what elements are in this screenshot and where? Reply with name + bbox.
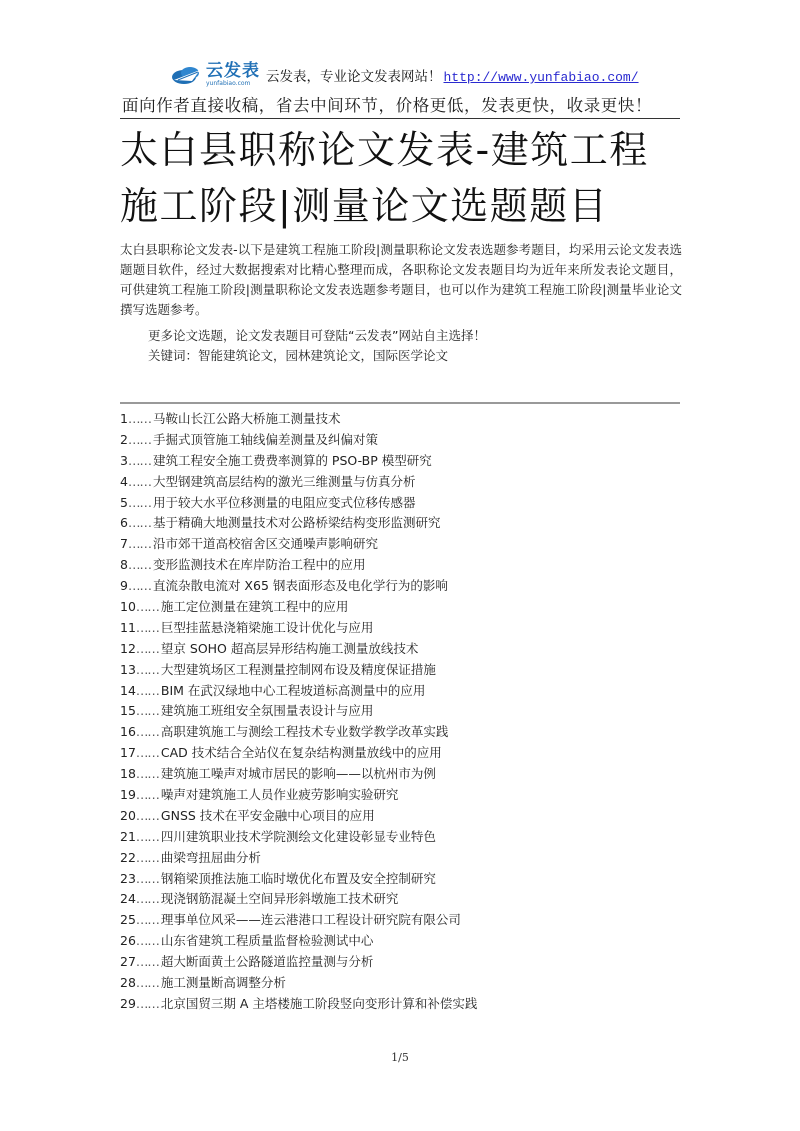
list-item-title: 变形监测技术在库岸防治工程中的应用: [152, 557, 366, 573]
list-item-number: 4: [120, 473, 128, 489]
list-item-leader: ……: [135, 682, 159, 698]
list-item-title: 基于精确大地测量技术对公路桥梁结构变形监测研究: [152, 515, 441, 531]
list-item-leader: ……: [135, 766, 159, 782]
list-item: [120, 639, 680, 660]
list-item-number: 23: [120, 870, 136, 886]
list-item: [120, 513, 680, 534]
list-item-leader: ……: [135, 849, 159, 865]
list-item: [120, 764, 680, 785]
list-item-title: 现浇钢筋混凝土空间异形斜墩施工技术研究: [160, 891, 399, 907]
list-item-leader: ……: [127, 578, 151, 594]
list-item-title: GNSS 技术在平安金融中心项目的应用: [160, 807, 375, 823]
list-item-title: 理事单位风采——连云港港口工程设计研究院有限公司: [160, 912, 461, 928]
list-item-leader: ……: [135, 745, 159, 761]
content-divider: [120, 402, 680, 404]
list-item-leader: ……: [135, 661, 159, 677]
list-item-title: 望京 SOHO 超高层异形结构施工测量放线技术: [160, 640, 419, 656]
list-item: [120, 994, 680, 1015]
list-item-title: 大型钢建筑高层结构的激光三维测量与仿真分析: [152, 473, 416, 489]
list-item: [120, 451, 680, 472]
list-item-number: 27: [120, 954, 136, 970]
list-item: [120, 534, 680, 555]
list-item: [120, 743, 680, 764]
list-item: [120, 472, 680, 493]
list-item-leader: ……: [135, 891, 159, 907]
list-item: [120, 889, 680, 910]
list-item: [120, 785, 680, 806]
list-item-title: 山东省建筑工程质量监督检验测试中心: [160, 933, 374, 949]
list-item-leader: ……: [135, 807, 159, 823]
intro-paragraph: 太白县职称论文发表-以下是建筑工程施工阶段|测量职称论文发表选题参考题目，均采用云论文发表选题题目软件，经过大数据搜索对比精心整理而成，各职称论文发表题目均为近年来所发表论文题目，可供建筑工程施工阶段|测量职称论文发表选题参考题目，也可以作为建筑工程施工阶段|测量毕业论文撰写选题参考。: [120, 242, 682, 317]
list-item-number: 11: [120, 619, 136, 635]
list-item-number: 24: [120, 891, 136, 907]
slogan: 面向作者直接收稿，省去中间环节，价格更低，发表更快，收录更快！: [122, 96, 653, 115]
list-item-number: 19: [120, 787, 136, 803]
list-item: [120, 409, 680, 430]
list-item-number: 17: [120, 745, 136, 761]
more-topics-note: 更多论文选题，论文发表题目可登陆“云发表”网站自主选择！: [148, 328, 486, 343]
page-title: 太白县职称论文发表-建筑工程施工阶段|测量论文选题题目: [120, 128, 649, 228]
keywords: 关键词：智能建筑论文，园林建筑论文，国际医学论文: [148, 348, 449, 363]
list-item-number: 29: [120, 995, 136, 1011]
list-item-number: 22: [120, 849, 136, 865]
list-item-leader: ……: [135, 640, 159, 656]
list-item-leader: ……: [135, 933, 159, 949]
list-item-title: 钢箱梁顶推法施工临时墩优化布置及安全控制研究: [160, 870, 436, 886]
list-item-title: 建筑施工班组安全氛围量表设计与应用: [160, 703, 374, 719]
list-item-number: 10: [120, 599, 136, 615]
list-item-number: 7: [120, 536, 128, 552]
list-item-leader: ……: [127, 452, 151, 468]
list-item-title: 高职建筑施工与测绘工程技术专业数学教学改革实践: [160, 724, 449, 740]
list-item-number: 8: [120, 557, 128, 573]
list-item-leader: ……: [127, 515, 151, 531]
list-item-title: 直流杂散电流对 X65 钢表面形态及电化学行为的影响: [152, 578, 448, 594]
list-item-number: 28: [120, 975, 136, 991]
list-item-leader: ……: [127, 473, 151, 489]
list-item: [120, 430, 680, 451]
list-item-leader: ……: [127, 536, 151, 552]
list-item-title: 四川建筑职业技术学院测绘文化建设彰显专业特色: [160, 828, 436, 844]
list-item-number: 2: [120, 431, 128, 447]
list-item-leader: ……: [135, 870, 159, 886]
list-item-leader: ……: [127, 557, 151, 573]
cloud-logo-icon: [170, 64, 204, 86]
list-item: [120, 576, 680, 597]
logo[interactable]: [170, 63, 260, 87]
list-item: [120, 618, 680, 639]
list-item-title: 噪声对建筑施工人员作业疲劳影响实验研究: [160, 787, 399, 803]
list-item-leader: ……: [127, 411, 151, 426]
list-item-title: 大型建筑场区工程测量控制网布设及精度保证措施: [160, 661, 436, 677]
list-item-leader: ……: [127, 431, 151, 447]
site-header: [170, 62, 639, 88]
logo-brand: 云发表: [206, 61, 260, 81]
list-item: [120, 597, 680, 618]
list-item-title: 马鞍山长江公路大桥施工测量技术: [152, 411, 341, 426]
list-item: [120, 493, 680, 514]
list-item: [120, 973, 680, 994]
list-item-leader: ……: [135, 599, 159, 615]
list-item: [120, 806, 680, 827]
list-item-title: 手掘式顶管施工轴线偏差测量及纠偏对策: [152, 431, 378, 447]
list-item: [120, 555, 680, 576]
list-item-title: 超大断面黄土公路隧道监控量测与分析: [160, 954, 374, 970]
tagline: [266, 65, 639, 85]
list-item-leader: ……: [135, 975, 159, 991]
list-item-number: 20: [120, 807, 136, 823]
list-item: [120, 660, 680, 681]
tagline-text: 云发表，专业论文发表网站！: [266, 69, 442, 85]
list-item-leader: ……: [135, 912, 159, 928]
header-divider: [120, 118, 680, 119]
list-item-leader: ……: [135, 954, 159, 970]
list-item-leader: ……: [135, 703, 159, 719]
list-item-leader: ……: [135, 787, 159, 803]
list-item-number: 3: [120, 452, 128, 468]
topic-list: [120, 409, 680, 1015]
list-item-title: 建筑工程安全施工费费率测算的 PSO-BP 模型研究: [152, 452, 432, 468]
site-url-link[interactable]: http://www.yunfabiao.com/: [443, 70, 639, 85]
page-number: 1/5: [391, 1051, 409, 1064]
list-item: [120, 869, 680, 890]
list-item-title: 曲梁弯扭屈曲分析: [160, 849, 261, 865]
list-item: [120, 681, 680, 702]
list-item-number: 21: [120, 828, 136, 844]
list-item-number: 18: [120, 766, 136, 782]
list-item: [120, 827, 680, 848]
list-item-title: CAD 技术结合全站仪在复杂结构测量放线中的应用: [160, 745, 442, 761]
list-item-number: 6: [120, 515, 128, 531]
list-item: [120, 952, 680, 973]
list-item-number: 13: [120, 661, 136, 677]
list-item-leader: ……: [135, 724, 159, 740]
list-item-number: 1: [120, 411, 128, 426]
list-item-leader: ……: [135, 828, 159, 844]
list-item-title: BIM 在武汉绿地中心工程坡道标高测量中的应用: [160, 682, 426, 698]
list-item-title: 用于较大水平位移测量的电阻应变式位移传感器: [152, 494, 416, 510]
list-item-title: 建筑施工噪声对城市居民的影响——以杭州市为例: [160, 766, 436, 782]
list-item-leader: ……: [127, 494, 151, 510]
list-item-leader: ……: [135, 619, 159, 635]
list-item-number: 16: [120, 724, 136, 740]
list-item-number: 9: [120, 578, 128, 594]
list-item-title: 沿市郊干道高校宿舍区交通噪声影响研究: [152, 536, 378, 552]
list-item: [120, 910, 680, 931]
list-item-number: 26: [120, 933, 136, 949]
list-item-number: 15: [120, 703, 136, 719]
list-item: [120, 931, 680, 952]
list-item-number: 14: [120, 682, 136, 698]
list-item-number: 5: [120, 494, 128, 510]
list-item: [120, 701, 680, 722]
list-item-title: 巨型挂蓝悬浇箱梁施工设计优化与应用: [160, 619, 374, 635]
logo-domain: yunfabiao.com: [206, 80, 251, 87]
list-item: [120, 722, 680, 743]
list-item-title: 施工定位测量在建筑工程中的应用: [160, 599, 349, 615]
list-item-leader: ……: [135, 995, 159, 1011]
list-item-title: 北京国贸三期 A 主塔楼施工阶段竖向变形计算和补偿实践: [160, 995, 478, 1011]
list-item-number: 25: [120, 912, 136, 928]
list-item-title: 施工测量断高调整分析: [160, 975, 286, 991]
list-item-number: 12: [120, 640, 136, 656]
list-item: [120, 848, 680, 869]
